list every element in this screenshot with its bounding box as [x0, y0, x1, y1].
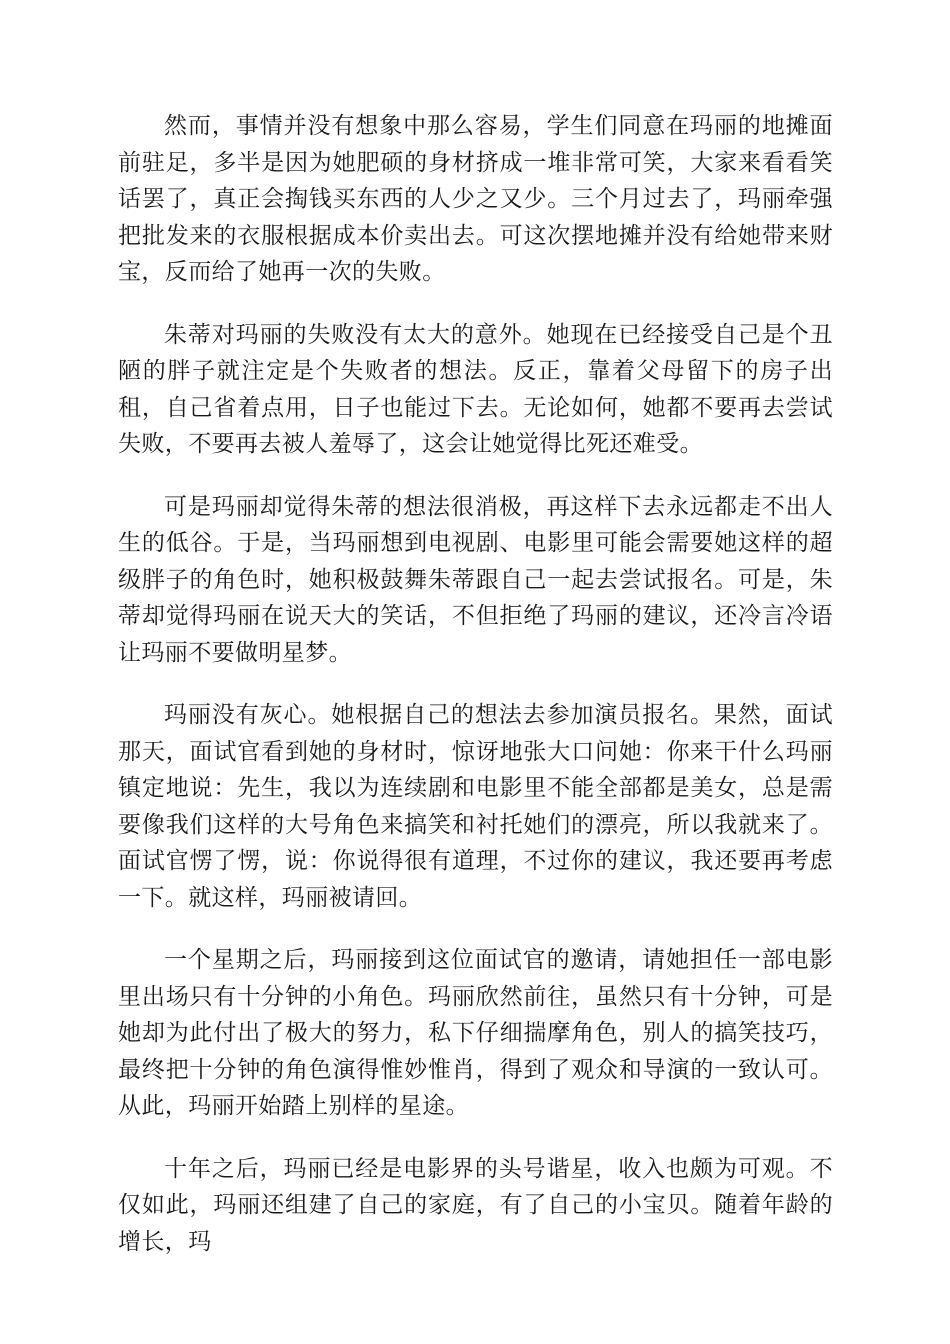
paragraph-4: 玛丽没有灰心。她根据自己的想法去参加演员报名。果然，面试那天，面试官看到她的身材时，惊讶地张大口问她：你来干什么玛丽镇定地说：先生，我以为连续剧和电影里不能全部都是美女，总是需要像我们这样的大号角色来搞笑和衬托她们的漂亮，所以我就来了。面试官愣了愣，说：你说得很有道理，不过你的建议，我还要再考虑一下。就这样，玛丽被请回。: [118, 702, 833, 911]
document-body: [118, 108, 833, 1286]
paragraph-5: 一个星期之后，玛丽接到这位面试官的邀请，请她担任一部电影里出场只有十分钟的小角色。玛丽欣然前往，虽然只有十分钟，可是她却为此付出了极大的努力，私下仔细揣摩角色，别人的搞笑技巧，最终把十分钟的角色演得惟妙惟肖，得到了观众和导演的一致认可。从此，玛丽开始踏上别样的星途。: [118, 947, 833, 1119]
paragraph-2: 朱蒂对玛丽的失败没有太大的意外。她现在已经接受自己是个丑陋的胖子就注定是个失败者的想法。反正，靠着父母留下的房子出租，自己省着点用，日子也能过下去。无论如何，她都不要再去尝试失败，不要再去被人羞辱了，这会让她觉得比死还难受。: [118, 321, 833, 457]
paragraph-3: 可是玛丽却觉得朱蒂的想法很消极，再这样下去永远都走不出人生的低谷。于是，当玛丽想到电视剧、电影里可能会需要她这样的超级胖子的角色时，她积极鼓舞朱蒂跟自己一起去尝试报名。可是，朱蒂却觉得玛丽在说天大的笑话，不但拒绝了玛丽的建议，还冷言冷语让玛丽不要做明星梦。: [118, 493, 833, 666]
paragraph-1: 然而，事情并没有想象中那么容易，学生们同意在玛丽的地摊面前驻足，多半是因为她肥硕的身材挤成一堆非常可笑，大家来看看笑话罢了，真正会掏钱买东西的人少之又少。三个月过去了，玛丽牵强把批发来的衣服根据成本价卖出去。可这次摆地摊并没有给她带来财宝，反而给了她再一次的失败。: [118, 113, 833, 285]
paragraph-6: 十年之后，玛丽已经是电影界的头号谐星，收入也颇为可观。不仅如此，玛丽还组建了自己的家庭，有了自己的小宝贝。随着年龄的增长，玛: [118, 1155, 833, 1255]
